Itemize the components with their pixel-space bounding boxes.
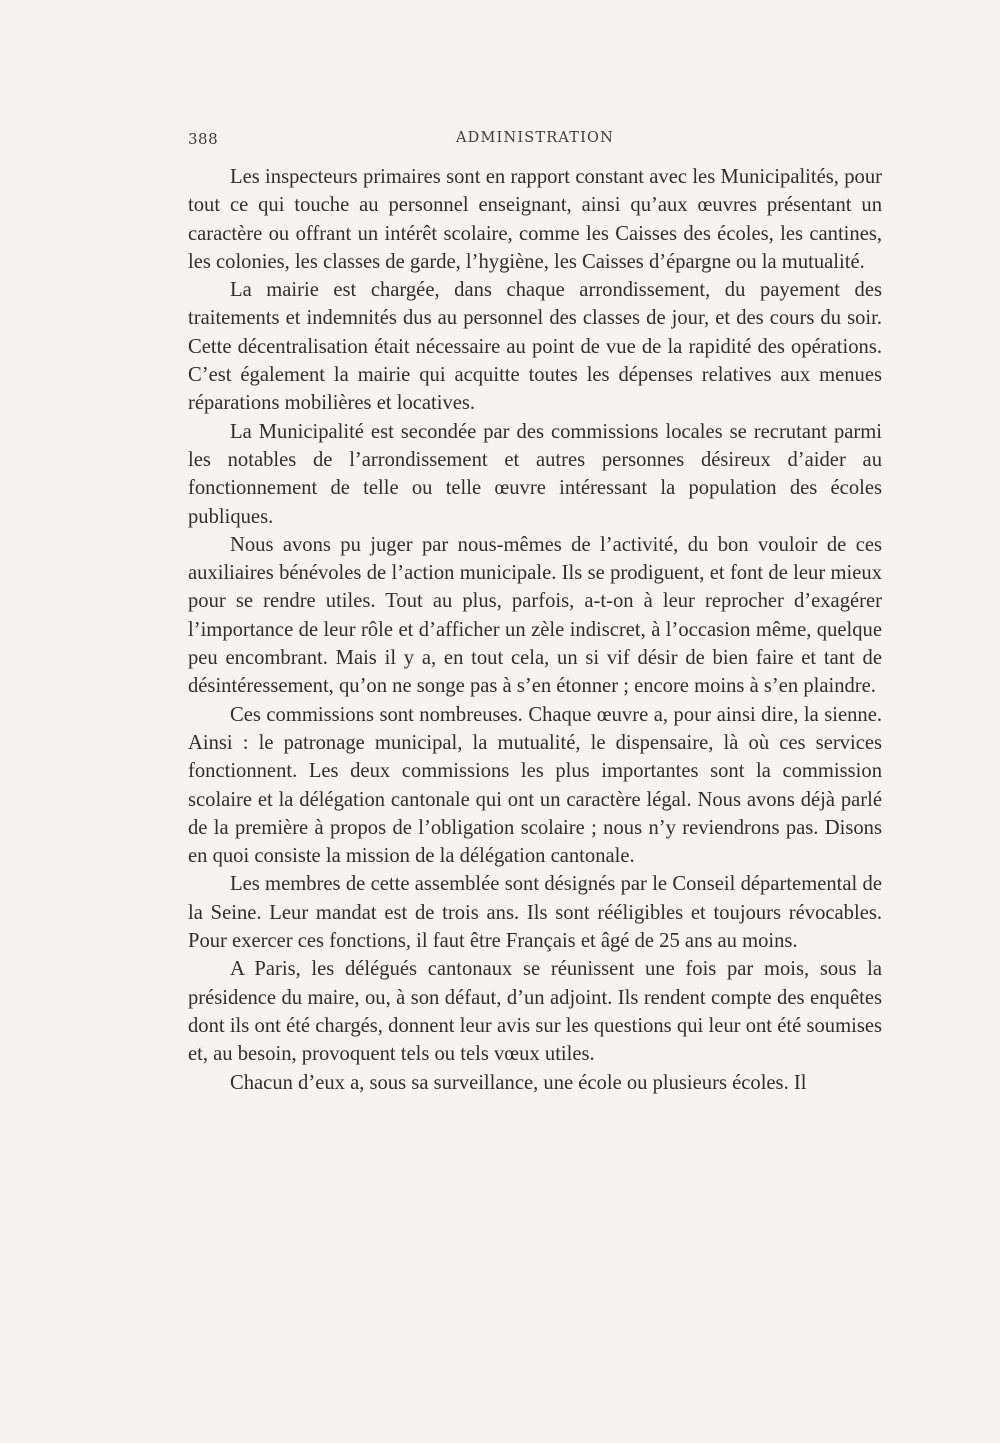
- paragraph: Les membres de cette assemblée sont désignés par le Conseil départemental de la Seine. Leur mandat est de trois ans. Ils sont rééligibles et toujours révocables. Pour exercer ces fonctions, il faut être Français et âgé de 25 ans au moins.: [188, 873, 882, 953]
- page-number: 388: [188, 130, 219, 148]
- paragraph: Ces commissions sont nombreuses. Chaque œuvre a, pour ainsi dire, la sienne. Ainsi : le patronage municipal, la mutualité, le dispensaire, là où ces services fonctionnent. Les deux commissions les plus importantes sont la commission scolaire et la délégation cantonale qui ont un caractère légal. Nous avons déjà parlé de la première à propos de l’obligation scolaire ; nous n’y reviendrons pas. Disons en quoi consiste la mission de la délégation cantonale.: [188, 703, 882, 868]
- body-text: [188, 163, 882, 1097]
- running-title: ADMINISTRATION: [455, 130, 615, 146]
- paragraph: A Paris, les délégués cantonaux se réunissent une fois par mois, sous la présidence du maire, ou, à son défaut, d’un adjoint. Ils rendent compte des enquêtes dont ils ont été chargés, donnent leur avis sur les questions qui leur ont été soumises et, au besoin, provoquent tels ou tels vœux utiles.: [188, 958, 882, 1066]
- page-header: [188, 126, 882, 150]
- paragraph: Les inspecteurs primaires sont en rapport constant avec les Municipalités, pour tout ce qui touche au personnel enseignant, ainsi qu’aux œuvres présentant un caractère ou offrant un intérêt scolaire, comme les Caisses des écoles, les cantines, les colonies, les classes de garde, l’hygiène, les Caisses d’épargne ou la mutualité.: [188, 166, 882, 273]
- paragraph: La Municipalité est secondée par des commissions locales se recrutant parmi les notables de l’arrondissement et autres personnes désireux d’aider au fonctionnement de telle ou telle œuvre intéressant la population des écoles publiques.: [188, 420, 882, 528]
- paragraph-last: Chacun d’eux a, sous sa surveillance, une école ou plusieurs écoles. Il: [230, 1071, 807, 1094]
- paragraph: Nous avons pu juger par nous-mêmes de l’activité, du bon vouloir de ces auxiliaires bénévoles de l’action municipale. Ils se prodiguent, et font de leur mieux pour se rendre utiles. Tout au plus, parfois, a-t-on à leur reprocher d’exagérer l’importance de leur rôle et d’afficher un zèle indiscret, à l’occasion même, quelque peu encombrant. Mais il y a, en tout cela, un si vif désir de bien faire et tant de désintéressement, qu’on ne songe pas à s’en étonner ; encore moins à s’en plaindre.: [188, 533, 882, 698]
- paragraph: La mairie est chargée, dans chaque arrondissement, du payement des traitements et indemnités dus au personnel des classes de jour, et des cours du soir. Cette décentralisation était nécessaire au point de vue de la rapidité des opérations. C’est également la mairie qui acquitte toutes les dépenses relatives aux menues réparations mobilières et locatives.: [188, 279, 882, 415]
